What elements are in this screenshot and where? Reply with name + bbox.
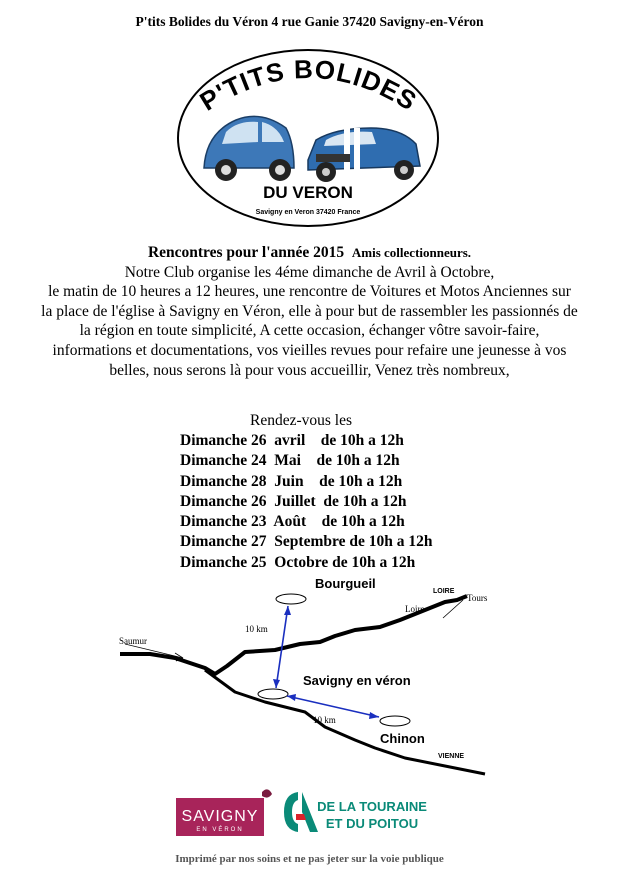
header-address: P'tits Bolides du Véron 4 rue Ganie 37420 Savigny-en-Véron (135, 14, 484, 29)
schedule-row: Dimanche 25 Octobre de 10h a 12h (180, 553, 416, 571)
intro-text (0, 243, 619, 380)
bourgueil-marker (276, 594, 306, 604)
map-dist1: 10 km (245, 624, 268, 634)
intro-lead-small: Amis collectionneurs. (351, 245, 472, 260)
map-vienne: VIENNE (438, 753, 465, 760)
logo-title-top: P'TITS BOLIDES (194, 53, 423, 117)
schedule-row: Dimanche 27 Septembre de 10h a 12h (180, 533, 433, 551)
logo-caption: Savigny en Veron 37420 France (255, 209, 361, 216)
footer-note: Imprimé par nos soins et ne pas jeter sur la voie publique (175, 853, 444, 865)
schedule-row: Dimanche 24 Mai de 10h a 12h (180, 452, 400, 470)
intro-line: la région en toute simplicité, A cette occasion, échanger vôtre savoir-faire, (79, 322, 540, 340)
schedule-list (180, 431, 432, 573)
map-loire-caps: LOIRE (433, 588, 455, 595)
intro-line: belles, nous serons là pour vous accueillir, Venez très nombreux, (109, 361, 510, 379)
schedule-row: Dimanche 26 Juillet de 10h a 12h (180, 492, 407, 510)
map-loire: Loire (405, 604, 425, 614)
schedule-row: Dimanche 23 Août de 10h a 12h (180, 513, 405, 531)
map-bourgueil: Bourgueil (315, 576, 376, 591)
savigny-marker (258, 689, 288, 699)
savigny-logo-name: SAVIGNY (181, 808, 259, 825)
location-map (115, 572, 500, 782)
map-saumur: Saumur (119, 636, 147, 646)
intro-line: informations et documentations, vos vieilles revues pour refaire une jeunesse à vos (52, 341, 567, 359)
savigny-logo (176, 789, 272, 836)
sponsor-logos (0, 784, 619, 844)
schedule-row: Dimanche 28 Juin de 10h a 12h (180, 472, 403, 490)
ca-line2: ET DU POITOU (325, 816, 419, 831)
schedule-row: Dimanche 26 avril de 10h a 12h (180, 432, 404, 449)
chinon-marker (380, 716, 410, 726)
club-logo (176, 48, 441, 228)
intro-line: le matin de 10 heures a 12 heures, une rencontre de Voitures et Motos Anciennes sur (48, 283, 571, 301)
intro-line: Notre Club organise les 4éme dimanche de Avril à Octobre, (124, 263, 495, 281)
schedule-title: Rendez-vous les (250, 412, 353, 429)
savigny-logo-sub: EN VÉRON (196, 827, 244, 833)
map-savigny: Savigny en véron (303, 673, 411, 688)
intro-line: la place de l'église à Savigny en Véron, elle à pour but de rassembler les passionnés de (41, 302, 578, 320)
map-dist2: 10 km (313, 715, 336, 725)
intro-lead-year: Rencontres pour l'année 2015 (147, 244, 345, 261)
intro-lead (0, 243, 619, 263)
credit-agricole-logo (284, 792, 427, 832)
ca-line1: DE LA TOURAINE (317, 799, 427, 814)
logo-title-bottom: DU VERON (263, 183, 353, 202)
map-tours: Tours (467, 593, 488, 603)
map-chinon: Chinon (380, 731, 425, 746)
